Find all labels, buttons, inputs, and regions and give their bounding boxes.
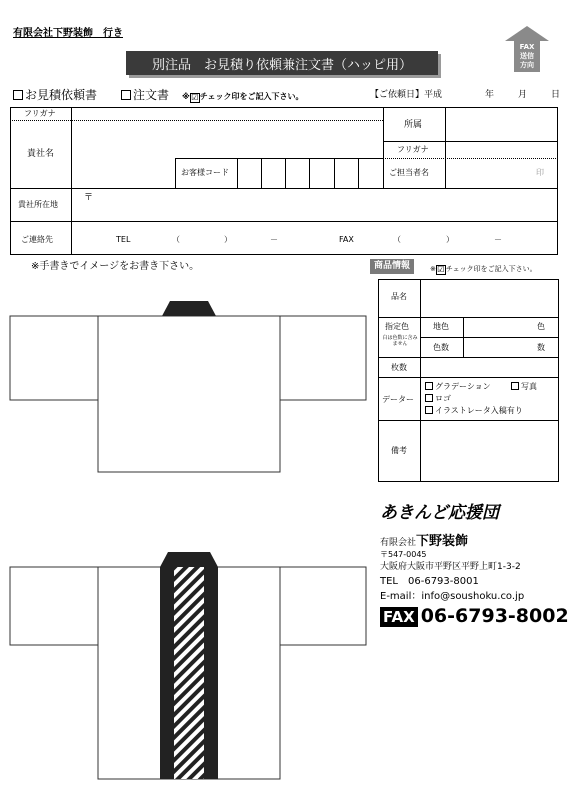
base-color-label: 地色 — [433, 322, 449, 331]
fax-number: 06-6793-8002 — [420, 605, 569, 627]
address-field[interactable] — [72, 189, 557, 220]
opt-gradation[interactable] — [425, 382, 491, 391]
company-field[interactable] — [72, 121, 382, 157]
opt-illustrator[interactable] — [425, 406, 523, 415]
contact-label: ご連絡先 — [21, 235, 53, 244]
photo-checkbox[interactable] — [511, 382, 519, 390]
quantity-field[interactable] — [421, 358, 558, 376]
tel-label: TEL — [116, 235, 131, 244]
date-day: 日 — [551, 90, 561, 100]
photo-label: 写真 — [521, 382, 537, 391]
fax-field[interactable] — [400, 226, 550, 250]
product-name-label: 品名 — [391, 292, 407, 301]
estimate-label: お見積依頼書 — [25, 88, 98, 102]
svg-text:方向: 方向 — [520, 61, 534, 69]
company-name-text: 下野装飾 — [416, 534, 469, 549]
product-check-note-text: チェック印をご記入下さい。 — [445, 265, 537, 273]
company-email: E-mail：info@soushoku.co.jp — [380, 591, 525, 602]
order-label: 注文書 — [133, 88, 170, 102]
illustrator-checkbox[interactable] — [425, 406, 433, 414]
company-postal: 〒547-0045 — [380, 550, 427, 559]
gradation-label: グラデーション — [435, 382, 491, 391]
tel-dash: － — [270, 235, 278, 244]
color-count-field[interactable] — [464, 338, 534, 356]
tel-paren-open: （ — [172, 235, 180, 244]
opt-photo[interactable] — [511, 382, 537, 391]
company-address: 大阪府大阪市平野区平野上町1-3-2 — [380, 562, 521, 572]
dept-label: 所属 — [404, 120, 423, 130]
furigana-field[interactable] — [72, 108, 382, 120]
fax-paren-close: ） — [446, 235, 454, 244]
illustrator-label: イラストレータ入稿有り — [435, 406, 523, 415]
customer-code-label: お客様コード — [181, 168, 229, 177]
color-sub: 白は色数に含みません — [382, 335, 418, 347]
check-note: ※☑チェック印をご記入下さい。 — [182, 92, 304, 102]
svg-text:送信: 送信 — [520, 52, 534, 60]
date-month: 月 — [518, 90, 528, 100]
happi-sketch-collar[interactable] — [8, 550, 368, 780]
color-label: 指定色 — [385, 322, 409, 331]
furigana2-label: フリガナ — [397, 145, 429, 154]
base-color-field[interactable] — [464, 318, 534, 336]
product-heading: 商品情報 — [370, 259, 414, 274]
checked-box-icon-2: ☑ — [437, 265, 445, 274]
seal-mark: 印 — [536, 168, 544, 177]
product-check-note: ※☑チェック印をご記入下さい。 — [430, 265, 537, 274]
company-prefix: 有限会社 — [380, 538, 417, 548]
company-fax — [380, 607, 569, 626]
opt-logo[interactable] — [425, 394, 451, 403]
svg-text:FAX: FAX — [519, 43, 535, 51]
estimate-option[interactable] — [13, 89, 97, 101]
fax-label: FAX — [339, 235, 354, 244]
order-option[interactable] — [121, 89, 169, 101]
company-tel: TEL 06-6793-8001 — [380, 576, 479, 587]
address-label: 貴社所在地 — [18, 200, 58, 209]
fax-dash: － — [494, 235, 502, 244]
product-name-field[interactable] — [421, 280, 558, 316]
remarks-field[interactable] — [421, 421, 558, 481]
logo-checkbox[interactable] — [425, 394, 433, 402]
happi-sketch-plain[interactable] — [8, 298, 368, 474]
brand-logo: あきんど応援団 — [380, 503, 499, 523]
logo-label: ロゴ — [435, 394, 451, 403]
estimate-checkbox[interactable] — [13, 90, 23, 100]
remarks-label: 備考 — [391, 446, 407, 455]
sketch-note: ※手書きでイメージをお書き下さい。 — [31, 261, 200, 272]
company-name — [380, 535, 468, 548]
person-label: ご担当者名 — [389, 168, 429, 177]
page-title: 別注品 お見積り依頼兼注文書（ハッピ用） — [126, 51, 438, 75]
furigana-label: フリガナ — [24, 109, 56, 118]
color-count-unit: 数 — [537, 343, 545, 352]
company-label: 貴社名 — [27, 149, 55, 159]
dept-field[interactable] — [446, 108, 557, 140]
color-count-label: 色数 — [433, 343, 449, 352]
date-year: 年 — [485, 90, 495, 100]
tel-field[interactable] — [180, 226, 330, 250]
fax-badge: FAX — [380, 607, 418, 627]
gradation-checkbox[interactable] — [425, 382, 433, 390]
data-label: データー — [382, 395, 414, 404]
quantity-label: 枚数 — [391, 363, 407, 372]
fax-paren-open: （ — [393, 235, 401, 244]
addressee: 有限会社下野装飾 行き — [13, 28, 123, 39]
request-date-label: 【ご依頼日】平成 — [370, 90, 443, 100]
base-color-unit: 色 — [537, 322, 545, 331]
order-checkbox[interactable] — [121, 90, 131, 100]
fax-direction-icon — [504, 25, 550, 73]
tel-paren-close: ） — [224, 235, 232, 244]
postal-mark: 〒 — [84, 193, 94, 203]
checked-box-icon: ☑ — [191, 93, 199, 102]
check-note-text: チェック印をご記入下さい。 — [199, 92, 304, 101]
